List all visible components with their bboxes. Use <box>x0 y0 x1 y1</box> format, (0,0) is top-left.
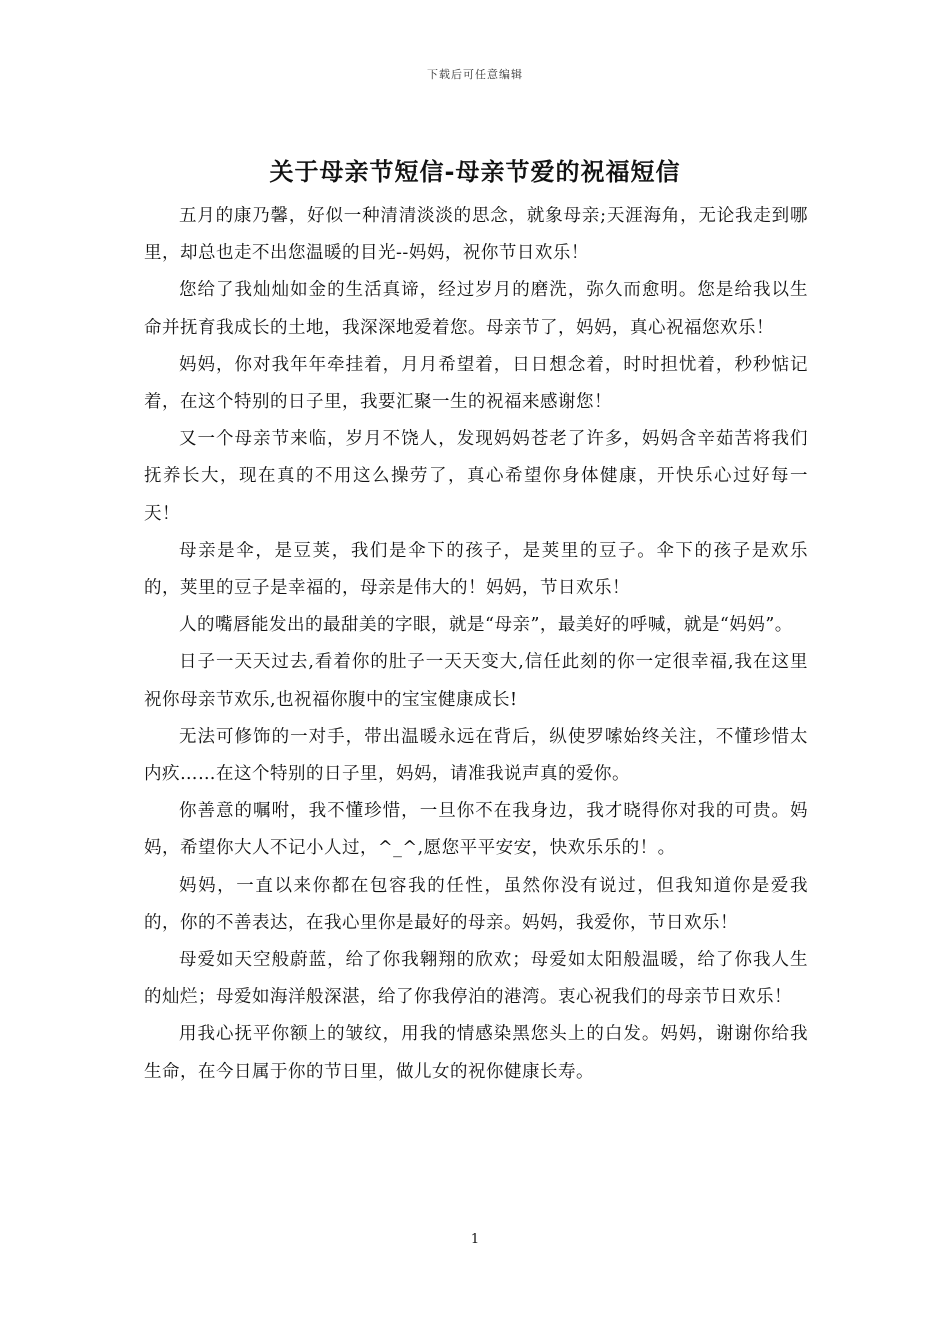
paragraph: 您给了我灿灿如金的生活真谛，经过岁月的磨洗，弥久而愈明。您是给我以生命并抚育我成长的土地，我深深地爱着您。母亲节了，妈妈，真心祝福您欢乐！ <box>144 280 808 338</box>
paragraph: 日子一天天过去,看着你的肚子一天天变大,信任此刻的你一定很幸福,我在这里祝你母亲节欢乐,也祝福你腹中的宝宝健康成长! <box>144 652 808 710</box>
paragraph: 用我心抚平你额上的皱纹，用我的情感染黑您头上的白发。妈妈，谢谢你给我生命，在今日属于你的节日里，做儿女的祝你健康长寿。 <box>144 1024 808 1082</box>
paragraph: 无法可修饰的一对手，带出温暖永远在背后，纵使罗嗦始终关注，不懂珍惜太内疚……在这个特别的日子里，妈妈，请准我说声真的爱你。 <box>144 726 808 785</box>
paragraph: 母爱如天空般蔚蓝，给了你我翱翔的欣欢；母爱如太阳般温暖，给了你我人生的灿烂；母爱如海洋般深湛，给了你我停泊的港湾。衷心祝我们的母亲节日欢乐！ <box>144 950 808 1008</box>
document-body <box>144 198 808 1091</box>
paragraph: 人的嘴唇能发出的最甜美的字眼，就是“母亲”，最美好的呼喊，就是“妈妈”。 <box>179 615 793 636</box>
page-number: 1 <box>470 1232 480 1247</box>
paragraph: 妈妈，你对我年年牵挂着，月月希望着，日日想念着，时时担忧着，秒秒惦记着，在这个特别的日子里，我要汇聚一生的祝福来感谢您！ <box>144 354 808 413</box>
paragraph: 你善意的嘱咐，我不懂珍惜，一旦你不在我身边，我才晓得你对我的可贵。妈妈，希望你大人不记小人过，^_^,愿您平平安安，快欢乐乐的！。 <box>144 801 808 859</box>
paragraph: 五月的康乃馨，好似一种清清淡淡的思念，就象母亲;天涯海角，无论我走到哪里，却总也走不出您温暖的目光--妈妈，祝你节日欢乐！ <box>144 206 808 264</box>
document-title: 关于母亲节短信-母亲节爱的祝福短信 <box>269 158 681 186</box>
paragraph: 妈妈，一直以来你都在包容我的任性，虽然你没有说过，但我知道你是爱我的，你的不善表达，在我心里你是最好的母亲。妈妈，我爱你，节日欢乐！ <box>144 875 808 933</box>
paragraph: 又一个母亲节来临，岁月不饶人，发现妈妈苍老了许多，妈妈含辛茹苦将我们抚养长大，现在真的不用这么操劳了，真心希望你身体健康，开快乐心过好每一天！ <box>144 429 808 524</box>
paragraph: 母亲是伞，是豆荚，我们是伞下的孩子，是荚里的豆子。伞下的孩子是欢乐的，荚里的豆子是幸福的，母亲是伟大的！妈妈，节日欢乐！ <box>144 540 808 599</box>
header-note: 下载后可任意编辑 <box>427 68 523 81</box>
